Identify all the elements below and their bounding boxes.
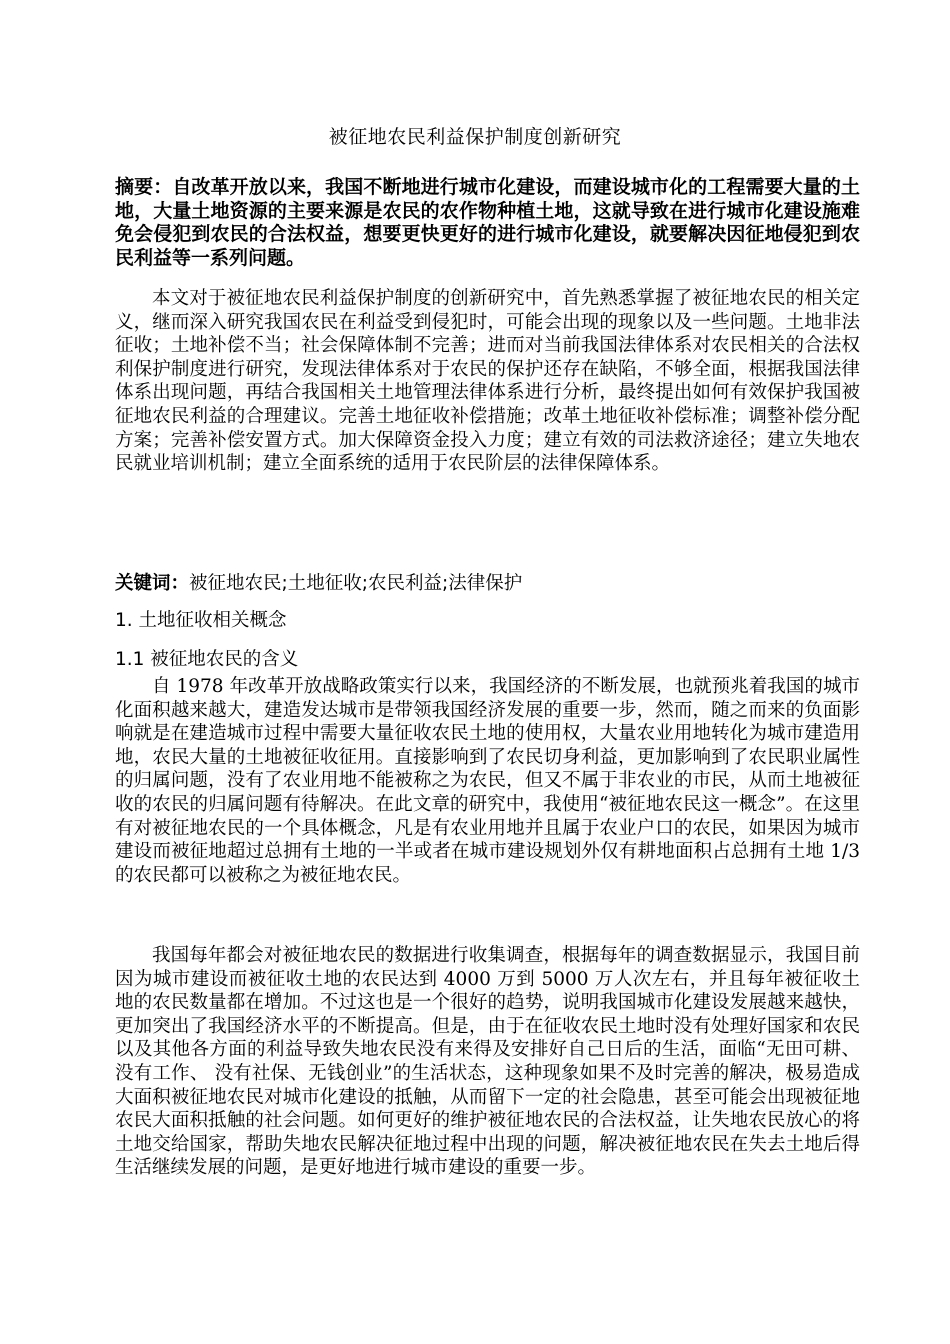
paragraph-statistics: 我国每年都会对被征地农民的数据进行收集调查，根据每年的调查数据显示，我国目前因为城市建设而被征收土地的农民达到 4000 万到 5000 万人次左右，并且每年被征收土地的农民数量都在增加。不过这也是一个很好的趋势，说明我国城市化建设发展越来越快，更加突出了我国经济水平的不断提高。但是，由于在征收农民土地时没有处理好国家和农民以及其他各方面的利益导致失地农民没有来得及安排好自己日后的生活，面临“无田可耕、没有工作、 没有社保、无钱创业”的生活状态，这种现象如果不及时完善的解决，极易造成大面积被征地农民对城市化建设的抵触，从而留下一定的社会隐患，甚至可能会出现被征地农民大面积抵触的社会问题。如何更好的维护被征地农民的合法权益，让失地农民放心的将土地交给国家，帮助失地农民解决征地过程中出现的问题，解决被征地农民在失去土地后得生活继续发展的问题，是更好地进行城市建设的重要一步。 [115,945,860,1179]
keywords-label: 关键词： [115,573,190,594]
paragraph-summary: 本文对于被征地农民利益保护制度的创新研究中，首先熟悉掌握了被征地农民的相关定义，继而深入研究我国农民在利益受到侵犯时，可能会出现的现象以及一些问题。土地非法征收；土地补偿不当；社会保障体制不完善；进而对当前我国法律体系对农民相关的合法权利保护制度进行研究，发现法律体系对于农民的保护还存在缺陷，不够全面，根据我国法律体系出现问题，再结合我国相关土地管理法律体系进行分析，最终提出如何有效保护我国被征地农民利益的合理建议。完善土地征收补偿措施；改革土地征收补偿标准；调整补偿分配方案；完善补偿安置方式。加大保障资金投入力度；建立有效的司法救济途径；建立失地农民就业培训机制；建立全面系统的适用于农民阶层的法律保障体系。 [115,288,860,475]
keywords-value: 被征地农民;土地征收;农民利益;法律保护 [189,573,523,594]
section-heading-1: 1. 土地征收相关概念 [115,610,287,631]
section-heading-1-1: 1.1 被征地农民的含义 [115,649,299,670]
abstract: 摘要：自改革开放以来，我国不断地进行城市化建设，而建设城市化的工程需要大量的土地，大量土地资源的主要来源是农民的农作物种植土地，这就导致在进行城市化建设施难免会侵犯到农民的合法权益，想要更快更好的进行城市化建设，就要解决因征地侵犯到农民利益等一系列问题。 [115,176,860,269]
document-title: 被征地农民利益保护制度创新研究 [328,126,622,148]
paragraph-definition: 自 1978 年改革开放战略政策实行以来，我国经济的不断发展，也就预兆着我国的城市化面积越来越大，建造发达城市是带领我国经济发展的重要一步，然而，随之而来的负面影响就是在建造城市过程中需要大量征收农民土地的使用权，大量农业用地转化为城市建造用地，农民大量的土地被征收征用。直接影响到了农民切身利益，更加影响到了农民职业属性的归属问题，没有了农业用地不能被称之为农民，但又不属于非农业的市民，从而土地被征收的农民的归属问题有待解决。在此文章的研究中，我使用“被征地农民这一概念”。在这里有对被征地农民的一个具体概念，凡是有农业用地并且属于农业户口的农民，如果因为城市建设而被征地超过总拥有土地的一半或者在城市建设规划外仅有耕地面积占总拥有土地 1/3 的农民都可以被称之为被征地农民。 [115,676,860,886]
keywords-line [115,572,860,596]
